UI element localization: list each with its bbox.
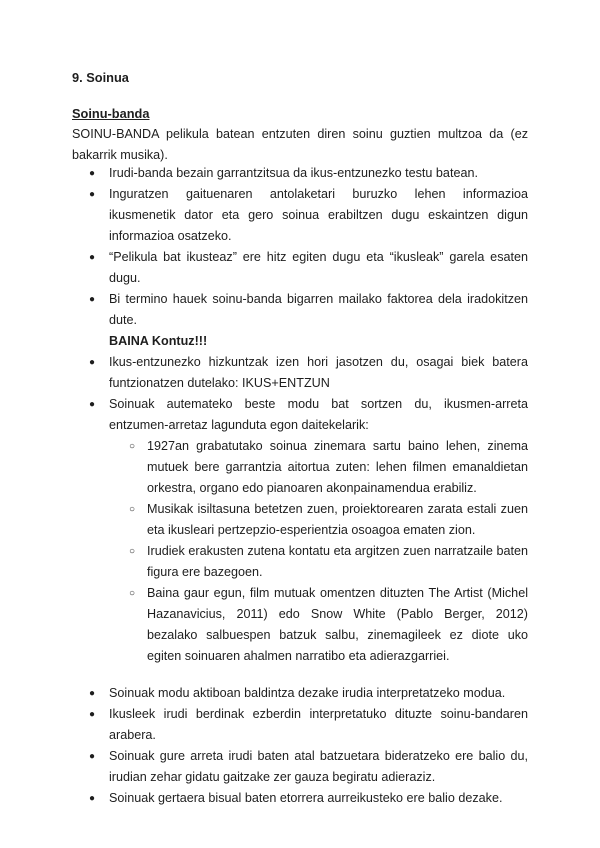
list-item xyxy=(0,247,528,289)
bullet-icon: ● xyxy=(89,189,96,200)
bullet-icon: ● xyxy=(89,168,96,179)
list-item-text: Soinuak gertaera bisual baten etorrera aurreikusteko ere balio dezake. xyxy=(109,791,503,805)
bullet-icon: ● xyxy=(89,688,96,699)
list-item-text: Irudi-banda bezain garrantzitsua da ikus-entzunezko testu batean. xyxy=(109,166,478,180)
list-item-text: Soinuak autemateko beste modu bat sortzen du, ikusmen-arreta entzumen-arretaz lagunduta egon daitekelarik: xyxy=(109,397,528,432)
bullet-icon: ● xyxy=(89,252,96,263)
sub-bullet-icon: ○ xyxy=(129,504,136,515)
bullet-icon: ● xyxy=(89,709,96,720)
bullet-icon: ● xyxy=(89,399,96,410)
bullet-icon: ● xyxy=(89,294,96,305)
sub-list-item xyxy=(0,583,528,667)
list-item-text: “Pelikula bat ikusteaz” ere hitz egiten dugu eta “ikusleak” garela esaten dugu. xyxy=(109,250,528,285)
sub-bullet-list xyxy=(0,436,528,667)
sub-bullet-icon: ○ xyxy=(129,441,136,452)
section-title: 9. Soinua xyxy=(72,70,129,85)
sub-list-item xyxy=(0,499,528,541)
list-item-text: Ikusleek irudi berdinak ezberdin interpretatuko dituzte soinu-bandaren arabera. xyxy=(109,707,528,742)
sub-bullet-icon: ○ xyxy=(129,588,136,599)
list-item xyxy=(0,163,528,184)
subsection-title: Soinu-banda xyxy=(72,106,150,121)
list-item xyxy=(0,704,528,746)
spacer xyxy=(0,667,600,683)
list-item xyxy=(0,746,528,788)
sub-list-item xyxy=(0,541,528,583)
bullet-icon: ● xyxy=(89,751,96,762)
sub-list-item-text: 1927an grabatutako soinua zinemara sartu baino lehen, zinema mutuek bere garrantzia aitortua zuten: lehen filmen emanaldietan orkestra, organo edo pianoaren akonpainamendua erabiliz. xyxy=(147,439,528,495)
bullet-icon: ● xyxy=(89,357,96,368)
bullet-icon: ● xyxy=(89,793,96,804)
list-item xyxy=(0,788,528,809)
list-item-text: Bi termino hauek soinu-banda bigarren mailako faktorea dela iradokitzen dute. xyxy=(109,292,528,327)
list-item xyxy=(0,394,528,667)
sub-list-item-text: Irudiek erakusten zutena kontatu eta argitzen zuen narratzaile baten figura ere bazegoen. xyxy=(147,544,528,579)
list-item-text: Ikus-entzunezko hizkuntzak izen hori jasotzen du, osagai biek batera funtzionatzen dutelako: IKUS+ENTZUN xyxy=(109,355,528,390)
list-item xyxy=(0,184,528,247)
list-item xyxy=(0,352,528,394)
list-item-text: Soinuak gure arreta irudi baten atal batzuetara bideratzeko ere balio du, irudian zehar gidatu gaitzake zer gauza begiratu adieraziz. xyxy=(109,749,528,784)
warning-note: BAINA Kontuz!!! xyxy=(109,334,208,348)
main-bullet-list xyxy=(0,163,600,809)
list-item xyxy=(0,289,528,331)
list-item-text: Soinuak modu aktiboan baldintza dezake irudia interpretatzeko modua. xyxy=(109,686,506,700)
intro-paragraph: SOINU-BANDA pelikula batean entzuten diren soinu guztien multzoa da (ez bakarrik musika). xyxy=(72,127,528,162)
list-item-text: Inguratzen gaituenaren antolaketari buruzko lehen informazioa ikusmenetik dator eta gero soinua erabiltzen dugu eskaintzen digun informazioa osatzeko. xyxy=(109,187,528,243)
sub-bullet-icon: ○ xyxy=(129,546,136,557)
sub-list-item-text: Baina gaur egun, film mutuak omentzen dituzten The Artist (Michel Hazanavicius, 2011) edo Snow White (Pablo Berger, 2012) bezalako salbuespen batzuk salbu, zinemagileek ez diote uko egiten soinuaren ahalmen narratibo eta adierazgarriei. xyxy=(147,586,528,663)
sub-list-item-text: Musikak isiltasuna betetzen zuen, proiektorearen zarata estali zuen eta ikusleari pertzepzio-esperientzia osoagoa ematen zion. xyxy=(147,502,528,537)
sub-list-item xyxy=(0,436,528,499)
list-item xyxy=(0,683,528,704)
